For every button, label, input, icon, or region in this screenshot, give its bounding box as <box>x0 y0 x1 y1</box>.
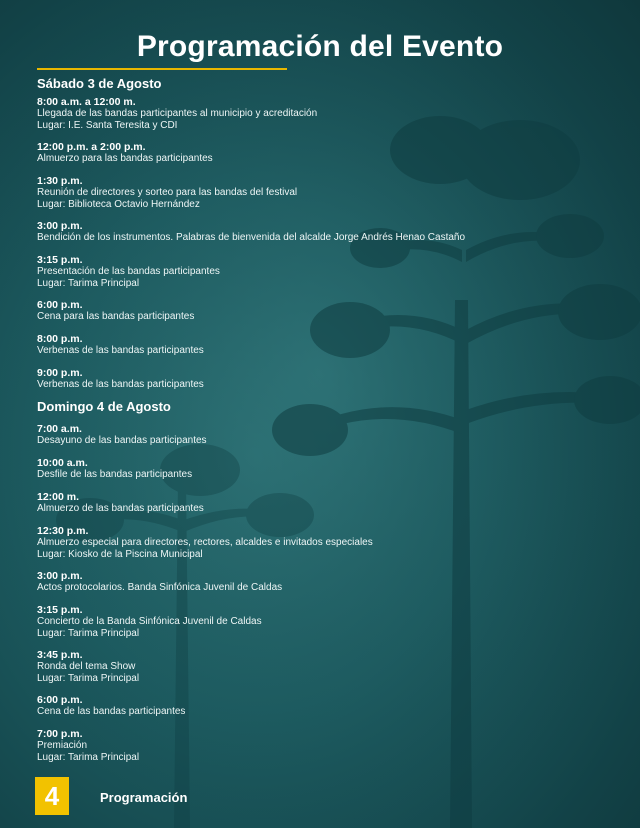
event-item <box>37 367 627 391</box>
event-item <box>37 254 627 289</box>
event-time: 3:00 p.m. <box>37 570 83 582</box>
event-location: Lugar: Tarima Principal <box>37 751 140 763</box>
event-item <box>37 423 627 447</box>
event-item <box>37 570 627 594</box>
event-description: Actos protocolarios. Banda Sinfónica Juvenil de Caldas <box>37 582 283 593</box>
event-item <box>37 728 627 763</box>
event-item <box>37 220 627 244</box>
event-item <box>37 525 627 560</box>
event-item <box>37 96 627 131</box>
event-location: Lugar: I.E. Santa Teresita y CDI <box>37 119 178 131</box>
event-time: 6:00 p.m. <box>37 694 83 706</box>
event-description: Cena para las bandas participantes <box>37 311 195 322</box>
event-time: 7:00 p.m. <box>37 728 83 740</box>
event-time: 3:15 p.m. <box>37 604 83 616</box>
event-time: 12:30 p.m. <box>37 525 89 537</box>
event-item <box>37 491 627 515</box>
event-description: Cena de las bandas participantes <box>37 706 186 717</box>
event-location: Lugar: Tarima Principal <box>37 277 140 289</box>
event-description: Desfile de las bandas participantes <box>37 469 193 480</box>
event-description: Premiación <box>37 740 88 751</box>
event-time: 1:30 p.m. <box>37 175 83 187</box>
event-time: 3:00 p.m. <box>37 220 83 232</box>
event-time: 8:00 a.m. a 12:00 m. <box>37 96 136 108</box>
event-item <box>37 694 627 718</box>
day-heading-sunday: Domingo 4 de Agosto <box>37 399 171 414</box>
event-item <box>37 141 627 165</box>
event-item <box>37 175 627 210</box>
event-item <box>37 604 627 639</box>
event-time: 12:00 p.m. a 2:00 p.m. <box>37 141 146 153</box>
event-item <box>37 457 627 481</box>
event-description: Llegada de las bandas participantes al municipio y acreditación <box>37 108 318 119</box>
event-item <box>37 333 627 357</box>
event-item <box>37 649 627 684</box>
event-time: 9:00 p.m. <box>37 367 83 379</box>
event-description: Desayuno de las bandas participantes <box>37 435 207 446</box>
event-time: 3:15 p.m. <box>37 254 83 266</box>
event-description: Verbenas de las bandas participantes <box>37 379 204 390</box>
day-heading-saturday: Sábado 3 de Agosto <box>37 76 162 91</box>
event-item <box>37 299 627 323</box>
event-description: Verbenas de las bandas participantes <box>37 345 204 356</box>
event-description: Almuerzo para las bandas participantes <box>37 153 213 164</box>
event-time: 6:00 p.m. <box>37 299 83 311</box>
event-time: 10:00 a.m. <box>37 457 88 469</box>
event-time: 12:00 m. <box>37 491 80 503</box>
event-description: Almuerzo de las bandas participantes <box>37 503 204 514</box>
title-underline <box>37 68 287 70</box>
event-description: Presentación de las bandas participantes <box>37 266 220 277</box>
event-location: Lugar: Biblioteca Octavio Hernández <box>37 198 200 210</box>
page-number-badge: 4 <box>35 777 69 815</box>
footer-section-label: Programación <box>100 790 188 805</box>
page-title: Programación del Evento <box>136 30 504 63</box>
event-time: 7:00 a.m. <box>37 423 82 435</box>
event-description: Ronda del tema Show <box>37 661 136 672</box>
event-location: Lugar: Kiosko de la Piscina Municipal <box>37 548 203 560</box>
event-description: Concierto de la Banda Sinfónica Juvenil de Caldas <box>37 616 262 627</box>
event-description: Bendición de los instrumentos. Palabras de bienvenida del alcalde Jorge Andrés Henao Castaño <box>37 232 466 243</box>
event-description: Almuerzo especial para directores, rectores, alcaldes e invitados especiales <box>37 537 373 548</box>
event-description: Reunión de directores y sorteo para las bandas del festival <box>37 187 298 198</box>
event-time: 8:00 p.m. <box>37 333 83 345</box>
event-location: Lugar: Tarima Principal <box>37 627 140 639</box>
event-location: Lugar: Tarima Principal <box>37 672 140 684</box>
event-time: 3:45 p.m. <box>37 649 83 661</box>
